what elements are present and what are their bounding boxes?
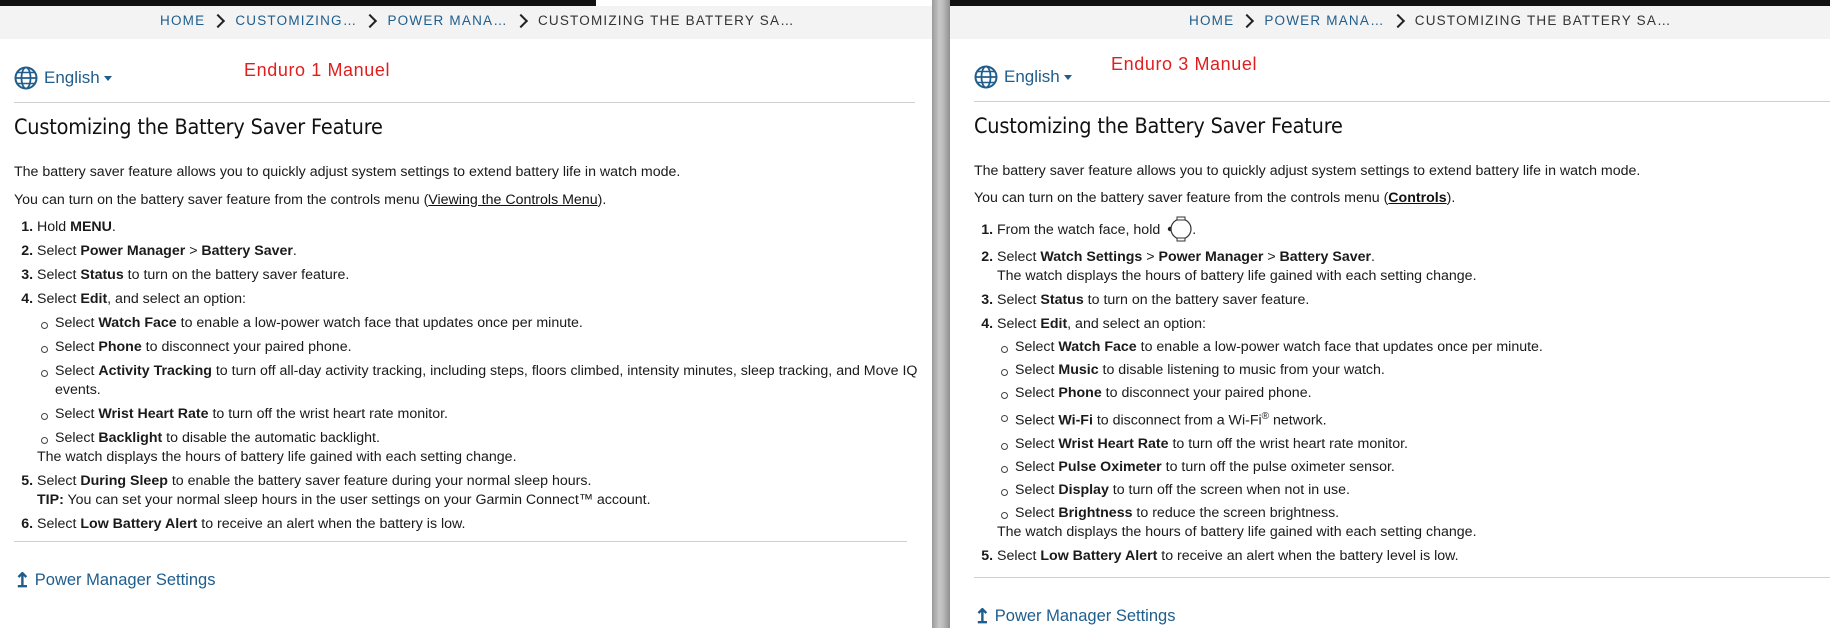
header-divider xyxy=(14,102,915,103)
options-list xyxy=(997,338,1824,523)
breadcrumb-power-manager[interactable]: POWER MANA… xyxy=(387,13,508,28)
list-item: 3. Select Status to turn on the battery saver feature. xyxy=(997,291,1824,310)
list-item: Select Phone to disconnect your paired phone. xyxy=(1015,384,1824,403)
chevron-right-icon xyxy=(363,13,377,27)
list-item: Select Brightness to reduce the screen brightness. xyxy=(1015,504,1824,523)
list-item: 2. Select Watch Settings > Power Manager > Battery Saver. The watch displays the hours of battery life gained with each setting change. xyxy=(997,248,1824,286)
arrow-up-icon: ↥ xyxy=(974,605,991,628)
page-title: Customizing the Battery Saver Feature xyxy=(974,114,1343,138)
chevron-right-icon xyxy=(1240,13,1254,27)
breadcrumb xyxy=(0,6,932,39)
breadcrumb-current: CUSTOMIZING THE BATTERY SA… xyxy=(537,13,795,28)
footer-divider xyxy=(14,541,907,542)
list-item: 2. Select Power Manager > Battery Saver. xyxy=(37,242,919,261)
manual-annotation: Enduro 3 Manuel xyxy=(1111,54,1258,74)
language-selector[interactable] xyxy=(974,65,1072,89)
list-item: Select Display to turn off the screen when not in use. xyxy=(1015,481,1824,500)
tip-text: TIP: You can set your normal sleep hours in the user settings on your Garmin Connect™ account. xyxy=(37,492,651,508)
list-item: Select Backlight to disable the automatic backlight. xyxy=(55,429,919,448)
back-link-label: Power Manager Settings xyxy=(994,607,1176,625)
caret-down-icon xyxy=(1064,75,1072,80)
breadcrumb-power-manager[interactable]: POWER MANA… xyxy=(1264,13,1385,28)
page-title: Customizing the Battery Saver Feature xyxy=(14,115,383,139)
list-item: Select Wi-Fi to disconnect from a Wi-Fi® network. xyxy=(1015,407,1824,431)
chevron-right-icon xyxy=(211,13,225,27)
power-manager-settings-link[interactable] xyxy=(974,607,1175,626)
language-label: English xyxy=(44,68,100,87)
list-item: 4. Select Edit, and select an option: Select Watch Face to enable a low-power watch face that updates once per minute. Select Phone to disconnect your paired phone. Select Activity Tracking to turn off all-day activity tracking, including steps, floors climbed, intensity minutes, sleep tracking, and Move IQ events. Select Wrist Heart Rate to turn off the wrist heart rate monitor. Select Backlight to disable the automatic backlight. The watch displays the hours of battery life gained with each setting change. xyxy=(37,290,919,467)
list-item: 1. Hold MENU. xyxy=(37,218,919,237)
list-item: 1. From the watch face, hold . xyxy=(997,216,1824,242)
list-item: Select Phone to disconnect your paired phone. xyxy=(55,338,919,357)
list-item: Select Watch Face to enable a low-power watch face that updates once per minute. xyxy=(1015,338,1824,357)
language-label: English xyxy=(1004,67,1060,86)
setting-note: The watch displays the hours of battery life gained with each setting change. xyxy=(37,449,517,465)
options-list xyxy=(37,314,919,448)
steps-list xyxy=(14,218,919,534)
list-item: Select Music to disable listening to music from your watch. xyxy=(1015,361,1824,380)
list-item: Select Wrist Heart Rate to turn off the wrist heart rate monitor. xyxy=(55,405,919,424)
breadcrumb-current: CUSTOMIZING THE BATTERY SA… xyxy=(1414,13,1672,28)
intro-text: The battery saver feature allows you to quickly adjust system settings to extend battery life in watch mode. xyxy=(14,164,681,180)
list-item: 6. Select Low Battery Alert to receive an alert when the battery is low. xyxy=(37,515,919,534)
watch-button-icon xyxy=(1166,216,1192,242)
header-divider xyxy=(974,101,1830,102)
controls-text: You can turn on the battery saver feature from the controls menu (Viewing the Controls Menu). xyxy=(14,192,607,208)
footer-divider xyxy=(974,577,1830,578)
steps-list xyxy=(974,216,1824,566)
setting-note: The watch displays the hours of battery life gained with each setting change. xyxy=(997,523,1477,540)
right-pane-enduro-3 xyxy=(950,0,1830,628)
breadcrumb-customizing[interactable]: CUSTOMIZING… xyxy=(235,13,358,28)
controls-link[interactable]: Controls xyxy=(1388,190,1447,206)
list-item: Select Watch Face to enable a low-power watch face that updates once per minute. xyxy=(55,314,919,333)
split-divider[interactable] xyxy=(932,0,950,628)
globe-icon xyxy=(974,65,998,89)
controls-menu-link[interactable]: Viewing the Controls Menu xyxy=(428,192,598,208)
list-item: 5. Select During Sleep to enable the battery saver feature during your normal sleep hours. TIP: You can set your normal sleep hours in the user settings on your Garmin Connect™ account. xyxy=(37,472,919,510)
caret-down-icon xyxy=(104,76,112,81)
language-selector[interactable] xyxy=(14,66,112,90)
list-item: Select Wrist Heart Rate to turn off the wrist heart rate monitor. xyxy=(1015,435,1824,454)
manual-annotation: Enduro 1 Manuel xyxy=(244,60,391,80)
arrow-up-icon: ↥ xyxy=(14,569,31,592)
chevron-right-icon xyxy=(1391,13,1405,27)
breadcrumb-home[interactable]: HOME xyxy=(1189,13,1235,28)
article-body xyxy=(974,162,1824,566)
back-link-label: Power Manager Settings xyxy=(34,571,216,589)
list-item: Select Activity Tracking to turn off all-day activity tracking, including steps, floors climbed, intensity minutes, sleep tracking, and Move IQ events. xyxy=(55,363,918,398)
list-item: 3. Select Status to turn on the battery saver feature. xyxy=(37,266,919,285)
controls-text: You can turn on the battery saver feature from the controls menu (Controls). xyxy=(974,190,1456,206)
list-item: 4. Select Edit, and select an option: Select Watch Face to enable a low-power watch face that updates once per minute. Select Music to disable listening to music from your watch. Select Phone to disconnect your paired phone. Select Wi-Fi to disconnect from a Wi-Fi® network. Select Wrist Heart Rate to turn off the wrist heart rate monitor. Select Pulse Oximeter to turn off the pulse oximeter sensor. Select Display to turn off the screen when not in use. Select Brightness to reduce the screen brightness. The watch displays the hours of battery life gained with each setting change. xyxy=(997,315,1824,542)
breadcrumb-home[interactable]: HOME xyxy=(160,13,206,28)
intro-text: The battery saver feature allows you to quickly adjust system settings to extend battery life in watch mode. xyxy=(974,163,1641,179)
list-item: Select Pulse Oximeter to turn off the pulse oximeter sensor. xyxy=(1015,458,1824,477)
list-item: 5. Select Low Battery Alert to receive an alert when the battery level is low. xyxy=(997,547,1824,566)
power-manager-settings-link[interactable] xyxy=(14,571,215,590)
chevron-right-icon xyxy=(514,13,528,27)
breadcrumb xyxy=(950,6,1830,39)
globe-icon xyxy=(14,66,38,90)
article-body xyxy=(14,163,919,534)
setting-note: The watch displays the hours of battery life gained with each setting change. xyxy=(997,268,1477,284)
